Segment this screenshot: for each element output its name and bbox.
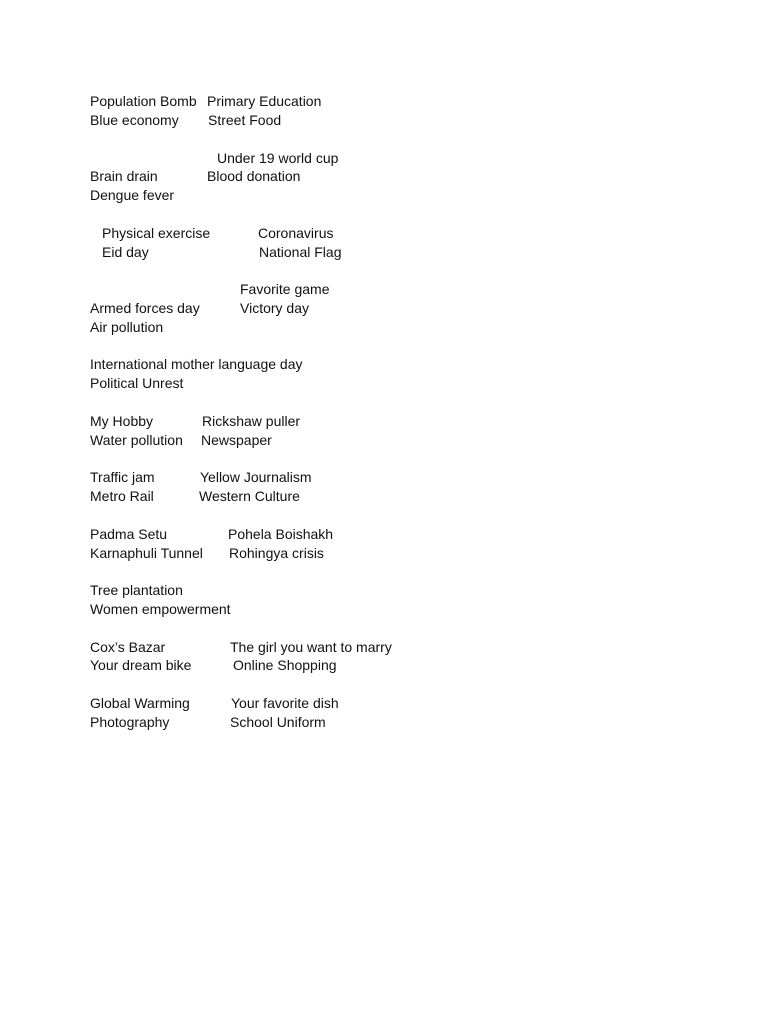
topic-blue-economy: Blue economy — [90, 112, 179, 128]
topic-primary-education: Primary Education — [207, 93, 322, 109]
topic-photography: Photography — [90, 714, 170, 730]
topic-international-mother-language-day: International mother language day — [90, 356, 303, 372]
topic-padma-setu: Padma Setu — [90, 526, 168, 542]
topic-rickshaw-puller: Rickshaw puller — [202, 413, 301, 429]
topic-school-uniform: School Uniform — [230, 714, 326, 730]
topic-metro-rail: Metro Rail — [90, 488, 154, 504]
topic-coronavirus: Coronavirus — [258, 225, 334, 241]
topic-eid-day: Eid day — [102, 244, 149, 260]
topic-favorite-game: Favorite game — [240, 281, 330, 297]
topic-political-unrest: Political Unrest — [90, 375, 184, 391]
topic-your-dream-bike: Your dream bike — [90, 657, 192, 673]
topic-victory-day: Victory day — [240, 300, 309, 316]
topic-pohela-boishakh: Pohela Boishakh — [228, 526, 334, 542]
topic-water-pollution: Water pollution — [90, 432, 183, 448]
topic-rohingya-crisis: Rohingya crisis — [229, 545, 324, 561]
topic-women-empowerment: Women empowerment — [90, 601, 231, 617]
topic-global-warming: Global Warming — [90, 695, 190, 711]
topic-physical-exercise: Physical exercise — [102, 225, 211, 241]
topic-air-pollution: Air pollution — [90, 319, 164, 335]
topic-armed-forces-day: Armed forces day — [90, 300, 200, 316]
topic-tree-plantation: Tree plantation — [90, 582, 183, 598]
topic-your-favorite-dish: Your favorite dish — [231, 695, 339, 711]
topic-online-shopping: Online Shopping — [233, 657, 337, 673]
topic-my-hobby: My Hobby — [90, 413, 154, 429]
topic-newspaper: Newspaper — [201, 432, 272, 448]
topic-karnaphuli-tunnel: Karnaphuli Tunnel — [90, 545, 203, 561]
topic-blood-donation: Blood donation — [207, 168, 301, 184]
topic-brain-drain: Brain drain — [90, 168, 158, 184]
topic-national-flag: National Flag — [259, 244, 342, 260]
topic-under-19-world-cup: Under 19 world cup — [217, 150, 339, 166]
topic-traffic-jam: Traffic jam — [90, 469, 155, 485]
topic-dengue-fever: Dengue fever — [90, 187, 175, 203]
topic-girl-you-want-to-marry: The girl you want to marry — [230, 639, 392, 655]
topic-population-bomb: Population Bomb — [90, 93, 197, 109]
topic-coxs-bazar: Cox’s Bazar — [90, 639, 166, 655]
topic-yellow-journalism: Yellow Journalism — [200, 469, 312, 485]
topic-western-culture: Western Culture — [199, 488, 300, 504]
topic-street-food: Street Food — [208, 112, 282, 128]
